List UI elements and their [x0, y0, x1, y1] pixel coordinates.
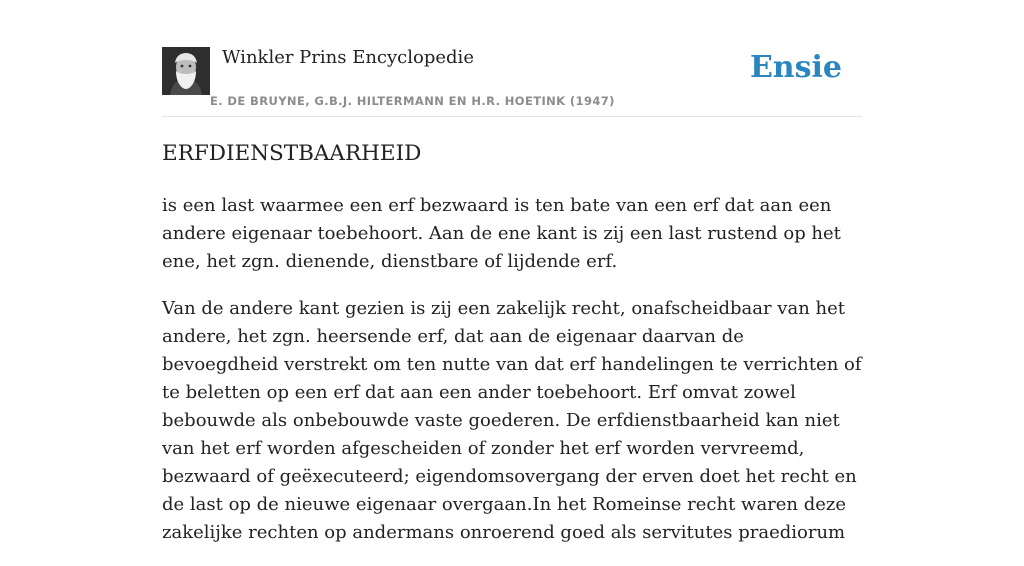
- authors-line: E. DE BRUYNE, G.B.J. HILTERMANN EN H.R. HOETINK (1947): [210, 94, 615, 108]
- paragraph: Van de andere kant gezien is zij een zakelijk recht, onafscheidbaar van het andere, het zgn. heersende erf, dat aan de eigenaar daarvan de bevoegdheid verstrekt om ten nutte van dat erf handelingen te verrichten of te beletten op een erf dat aan een ander toebehoort. Erf omvat zowel bebouwde als onbebouwde vaste goederen. De erfdienstbaarheid kan niet van het erf worden afgescheiden of zonder het erf worden vervreemd, bezwaard of geëxecuteerd; eigendomsovergang der erven doet het recht en de last op de nieuwe eigenaar overgaan.In het Romeinse recht waren deze zakelijke rechten op andermans onroerend goed als servitutes praediorum: [162, 298, 862, 543]
- article-body: [162, 192, 862, 566]
- site-title[interactable]: Winkler Prins Encyclopedie: [222, 47, 474, 68]
- site-header: [162, 44, 862, 117]
- entry-title: ERFDIENSTBAARHEID: [162, 141, 422, 166]
- brand-logo[interactable]: Ensie: [749, 50, 842, 85]
- avatar: [162, 47, 210, 95]
- author-portrait-icon: [162, 47, 210, 95]
- page: [162, 0, 862, 543]
- paragraph: is een last waarmee een erf bezwaard is ten bate van een erf dat aan een andere eigenaar toebehoort. Aan de ene kant is zij een last rustend op het ene, het zgn. dienende, dienstbare of lijdende erf.: [162, 195, 841, 272]
